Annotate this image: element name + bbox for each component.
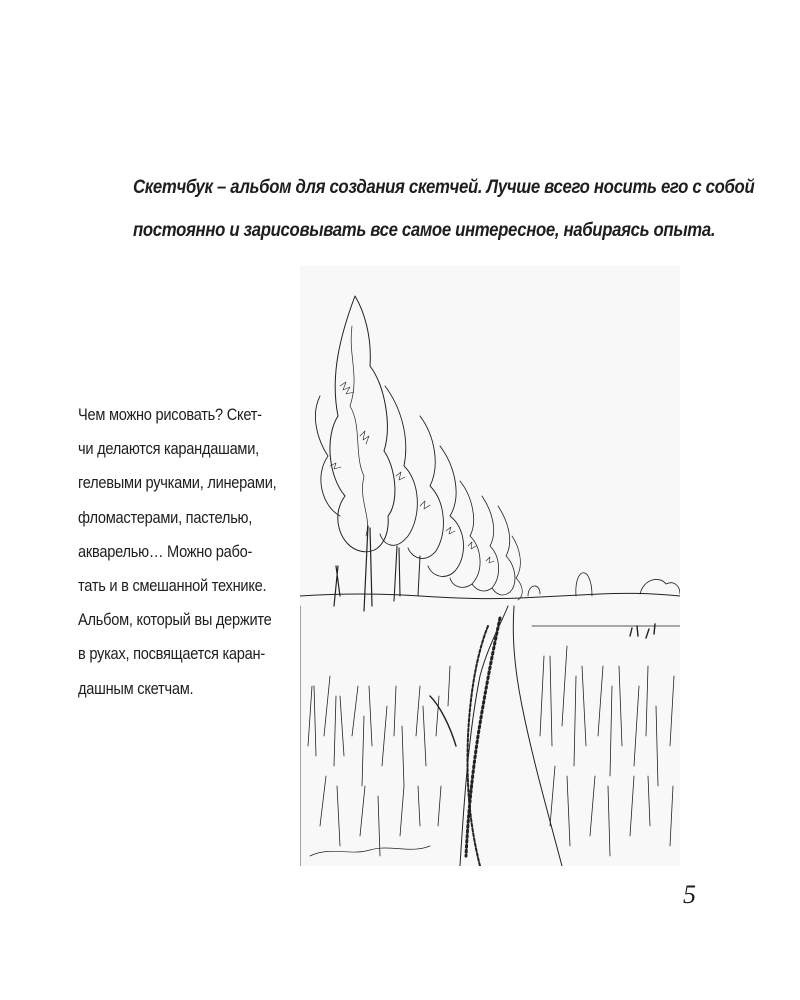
tree-canopy <box>330 296 395 552</box>
left-field-ridge <box>430 696 456 746</box>
right-grass-strokes-lower <box>550 766 673 856</box>
tree-trunk <box>418 556 420 596</box>
foreground-scribble <box>310 846 430 856</box>
body-line-7: Альбом, который вы держите <box>78 610 272 630</box>
tree-trunk <box>394 546 400 601</box>
intro-paragraph <box>133 166 755 252</box>
body-line-8: в руках, посвящается каран- <box>78 644 265 664</box>
body-line-4: фломастерами, пастелью, <box>78 507 253 527</box>
body-line-6: тать и в смешанной технике. <box>78 576 267 596</box>
landscape-sketch-illustration <box>300 266 680 866</box>
tree-canopy <box>380 386 417 545</box>
pencil-sketch-svg <box>300 266 680 866</box>
tree-trunk <box>364 526 372 611</box>
intro-line-1: Скетчбук – альбом для создания скетчей. Лучше всего носить его с собой <box>133 176 755 198</box>
body-line-2: чи делаются карандашами, <box>78 439 259 459</box>
tree-canopy <box>492 506 515 595</box>
body-line-9: дашным скетчам. <box>78 678 194 698</box>
road-right-edge <box>513 606 562 866</box>
body-line-1: Чем можно рисовать? Скет- <box>78 405 262 424</box>
tree-canopy <box>408 416 443 558</box>
horizon-line <box>300 593 680 598</box>
tree-canopy <box>428 446 464 576</box>
tree-canopy <box>315 396 340 516</box>
page-number: 5 <box>683 880 696 909</box>
body-line-3: гелевыми ручками, линерами, <box>78 473 277 493</box>
body-paragraph <box>78 398 276 706</box>
left-grass-strokes-lower <box>320 776 441 856</box>
body-line-5: акварелью… Можно рабо- <box>78 541 253 561</box>
intro-line-2: постоянно и зарисовывать все самое интересное, набираясь опыта. <box>133 219 716 241</box>
tree-trunk <box>334 566 340 606</box>
left-grass-strokes <box>300 606 450 866</box>
foliage-scribbles <box>330 382 494 563</box>
right-grass-strokes <box>532 626 680 786</box>
distant-bushes <box>528 573 680 596</box>
